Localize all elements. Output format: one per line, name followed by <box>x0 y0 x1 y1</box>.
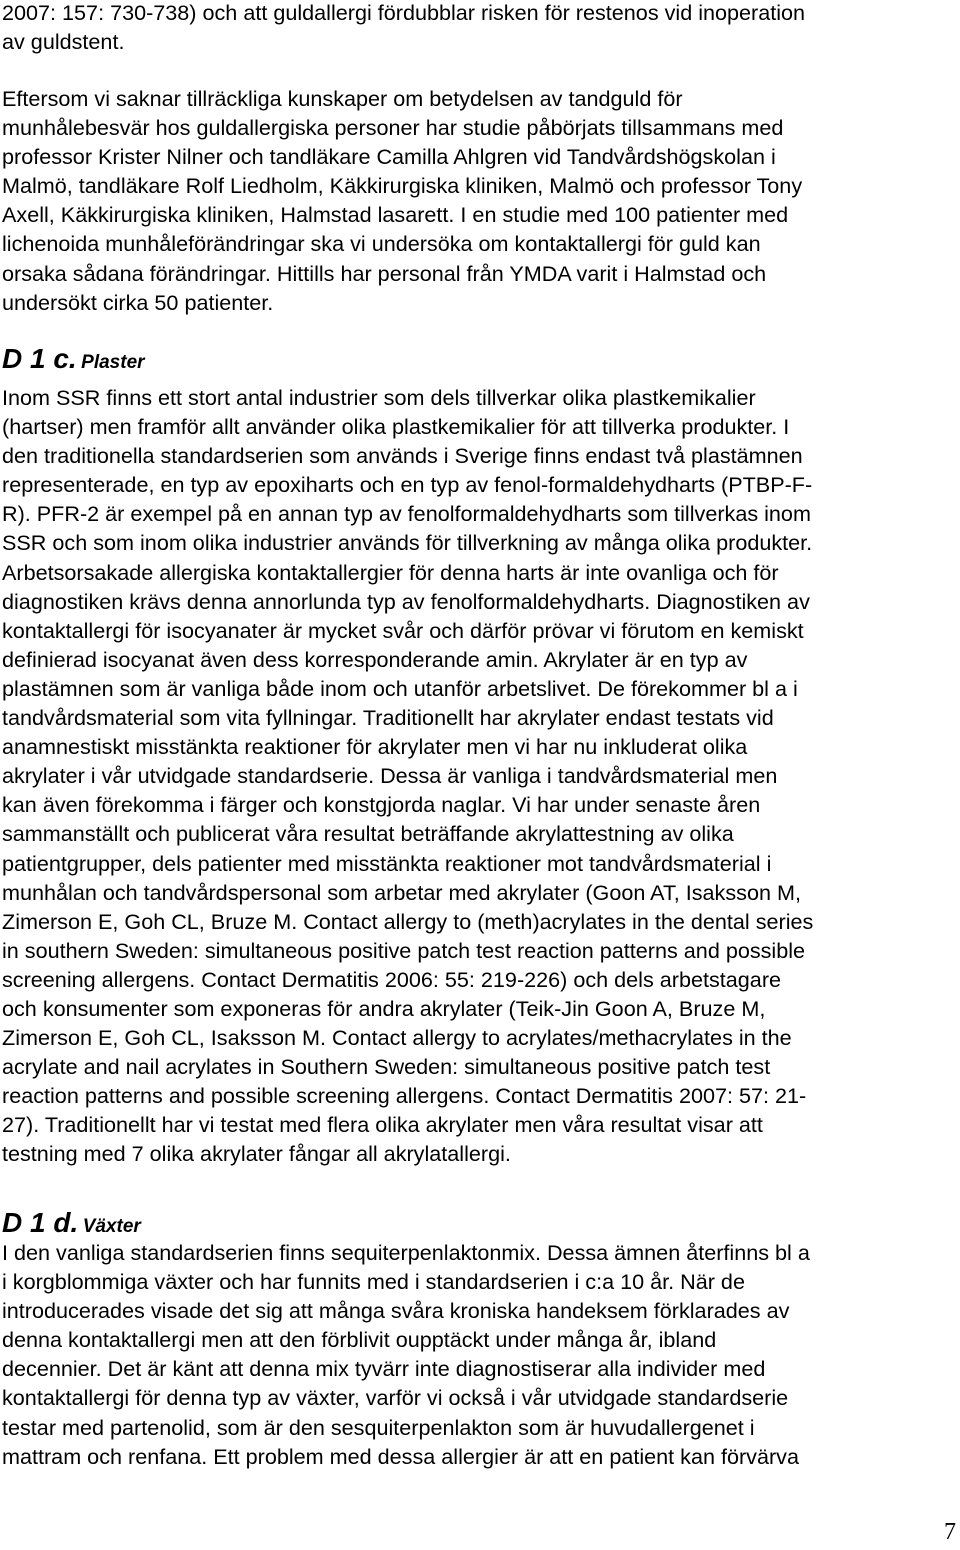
text-line: representerade, en typ av epoxiharts och en typ av fenol-formaldehydharts (PTBP-F- <box>2 472 813 498</box>
text-line: sammanställt och publicerat våra resultat beträffande akrylattestning av olika <box>2 821 734 847</box>
text-line: 27). Traditionellt har vi testat med flera olika akrylater men våra resultat visar att <box>2 1112 763 1138</box>
text-line: kan även förekomma i färger och konstgjorda naglar. Vi har under senaste åren <box>2 792 761 818</box>
text-line: Zimerson E, Goh CL, Isaksson M. Contact allergy to acrylates/methacrylates in the <box>2 1025 792 1051</box>
text-line: definierad isocyanat även dess korresponderande amin. Akrylater är en typ av <box>2 646 748 672</box>
text-line: I den vanliga standardserien finns sequiterpenlaktonmix. Dessa ämnen återfinns bl a <box>2 1240 810 1265</box>
text-line: mattram och renfana. Ett problem med dessa allergier är att en patient kan förvärva <box>2 1443 799 1469</box>
text-line: (hartser) men framför allt använder olika plastkemikalier för att tillverka produkter. I <box>2 414 790 440</box>
text-line: av guldstent. <box>2 29 125 55</box>
text-line: akrylater i vår utvidgade standardserie. Dessa är vanliga i tandvårdsmaterial men <box>2 763 778 789</box>
text-line: munhålan och tandvårdspersonal som arbetar med akrylater (Goon AT, Isaksson M, <box>2 879 801 905</box>
paragraph-gold-study <box>2 84 952 317</box>
text-line: Arbetsorsakade allergiska kontaktallergier för denna harts är inte ovanliga och för <box>2 559 779 585</box>
text-line: R). PFR-2 är exempel på en annan typ av fenolformaldehydharts som tillverkas inom <box>2 501 811 527</box>
text-line: tandvårdsmaterial som vita fyllningar. Traditionellt har akrylater endast testats vid <box>2 705 774 731</box>
text-line: den traditionella standardserien som används i Sverige finns endast två plastämnen <box>2 443 803 469</box>
section-heading-plants <box>2 1207 141 1239</box>
section-title: Plaster <box>81 352 145 373</box>
text-line: screening allergens. Contact Dermatitis 2006: 55: 219-226) och dels arbetstagare <box>2 966 782 992</box>
text-line: introducerades visade det sig att många svåra kroniska handeksem förklarades av <box>2 1298 790 1324</box>
text-line: Zimerson E, Goh CL, Bruze M. Contact allergy to (meth)acrylates in the dental series <box>2 908 814 934</box>
paragraph-plants <box>2 1238 952 1471</box>
text-line: diagnostiken krävs denna annorlunda typ av fenolformaldehydharts. Diagnostiken av <box>2 588 810 614</box>
text-line: SSR och som inom olika industrier används för tillverkning av många olika produkter. <box>2 530 813 556</box>
text-line: reaction patterns and possible screening allergens. Contact Dermatitis 2007: 57: 21- <box>2 1083 807 1109</box>
section-code: D 1 d. <box>2 1207 79 1238</box>
text-line: anamnestiskt misstänkta reaktioner för akrylater men vi har nu inkluderat olika <box>2 734 748 760</box>
text-line: Axell, Käkkirurgiska kliniken, Halmstad lasarett. I en studie med 100 patienter med <box>2 202 789 228</box>
text-line: testar med partenolid, som är den sesquiterpenlakton som är huvudallergenet i <box>2 1414 755 1440</box>
text-line: denna kontaktallergi men att den förblivit oupptäckt under många år, ibland <box>2 1327 717 1353</box>
text-line: munhålebesvär hos guldallergiska personer har studie påbörjats tillsammans med <box>2 115 784 141</box>
text-line: i korgblommiga växter och har funnits med i standardserien i c:a 10 år. När de <box>2 1269 745 1295</box>
text-line: Eftersom vi saknar tillräckliga kunskaper om betydelsen av tandguld för <box>2 86 683 111</box>
text-line: lichenoida munhåleförändringar ska vi undersöka om kontaktallergi för guld kan <box>2 231 761 257</box>
text-line: undersökt cirka 50 patienter. <box>2 289 274 315</box>
section-code: D 1 c. <box>2 343 77 374</box>
text-line: in southern Sweden: simultaneous positive patch test reaction patterns and possible <box>2 937 806 963</box>
paragraph-plaster <box>2 383 952 1169</box>
text-line: kontaktallergi för denna typ av växter, varför vi också i vår utvidgade standardserie <box>2 1385 789 1411</box>
text-line: professor Krister Nilner och tandläkare Camilla Ahlgren vid Tandvårdshögskolan i <box>2 144 776 170</box>
text-line: decennier. Det är känt att denna mix tyvärr inte diagnostiserar alla individer med <box>2 1356 766 1382</box>
paragraph-intro <box>2 0 952 56</box>
section-heading-plaster <box>2 343 145 375</box>
text-line: acrylate and nail acrylates in Southern Sweden: simultaneous positive patch test <box>2 1054 771 1080</box>
page-number: 7 <box>944 1519 956 1545</box>
section-title: Växter <box>82 1216 141 1237</box>
text-line: testning med 7 olika akrylater fångar all akrylatallergi. <box>2 1141 511 1167</box>
text-line: orsaka sådana förändringar. Hittills har personal från YMDA varit i Halmstad och <box>2 260 767 286</box>
text-line: Inom SSR finns ett stort antal industrier som dels tillverkar olika plastkemikalier <box>2 385 756 410</box>
text-line: och konsumenter som exponeras för andra akrylater (Teik-Jin Goon A, Bruze M, <box>2 995 766 1021</box>
text-line: 2007: 157: 730-738) och att guldallergi fördubblar risken för restenos vid inoperation <box>2 0 806 25</box>
text-line: kontaktallergi för isocyanater är mycket svår och därför prövar vi förutom en kemiskt <box>2 617 804 643</box>
text-line: plastämnen som är vanliga både inom och utanför arbetslivet. De förekommer bl a i <box>2 675 798 701</box>
text-line: patientgrupper, dels patienter med misstänkta reaktioner mot tandvårdsmaterial i <box>2 850 772 876</box>
text-line: Malmö, tandläkare Rolf Liedholm, Käkkirurgiska kliniken, Malmö och professor Tony <box>2 173 803 199</box>
